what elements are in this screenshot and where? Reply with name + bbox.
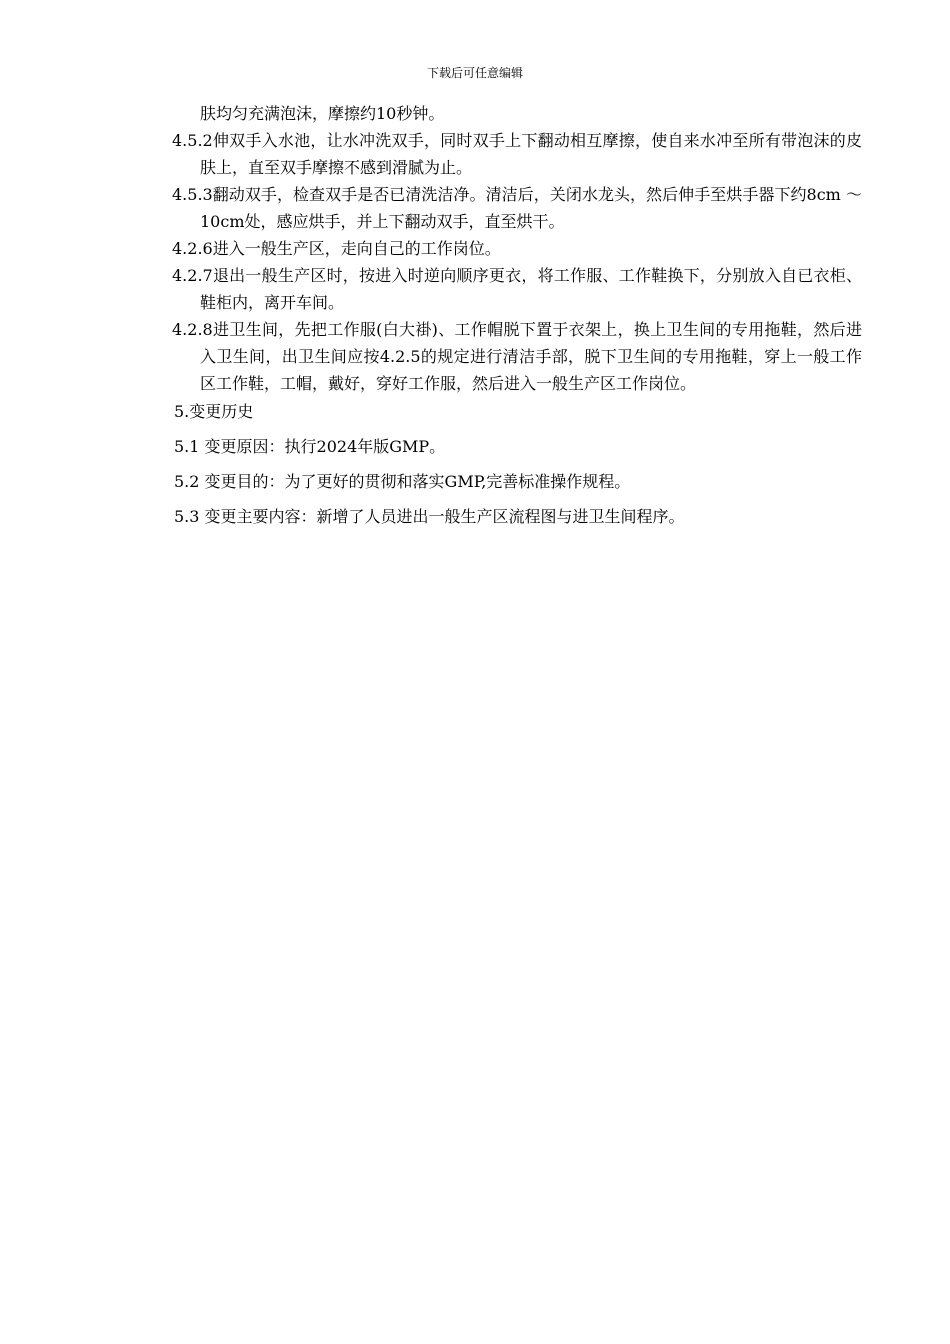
section-heading-change-history: 5.变更历史: [174, 402, 254, 421]
paragraph-4-5-2: 4.5.2伸双手入水池，让水冲洗双手，同时双手上下翻动相互摩擦，使自来水冲至所有带泡沫的皮肤上，直至双手摩擦不感到滑腻为止。: [172, 131, 862, 177]
paragraph-4-2-8: 4.2.8进卫生间，先把工作服(白大褂)、工作帽脱下置于衣架上，换上卫生间的专用拖鞋，然后进入卫生间，出卫生间应按4.2.5的规定进行清洁手部，脱下卫生间的专用拖鞋，穿上一般工作区工作鞋，工帽，戴好，穿好工作服，然后进入一般生产区工作岗位。: [172, 320, 862, 393]
change-history-item: 5.1 变更原因：执行2024年版GMP。: [174, 437, 446, 456]
change-history-list: [172, 433, 862, 530]
change-history-item: 5.2 变更目的：为了更好的贯彻和落实GMP,完善标准操作规程。: [174, 472, 631, 491]
paragraph-continuation: 肤均匀充满泡沫，摩擦约10秒钟。: [200, 104, 445, 123]
page-header: 下载后可任意编辑: [426, 66, 523, 80]
change-history-item: 5.3 变更主要内容：新增了人员进出一般生产区流程图与进卫生间程序。: [174, 507, 685, 526]
document-body: [172, 100, 862, 530]
paragraph-4-2-7: 4.2.7退出一般生产区时，按进入时逆向顺序更衣，将工作服、工作鞋换下，分别放入自已衣柜、鞋柜内，离开车间。: [172, 266, 862, 312]
paragraph-4-2-6: 4.2.6进入一般生产区，走向自己的工作岗位。: [172, 239, 501, 258]
paragraph-4-5-3: 4.5.3翻动双手，检查双手是否已清洗洁净。清洁后，关闭水龙头，然后伸手至烘手器下约8cm ～10cm处，感应烘手，并上下翻动双手，直至烘干。: [172, 185, 862, 231]
